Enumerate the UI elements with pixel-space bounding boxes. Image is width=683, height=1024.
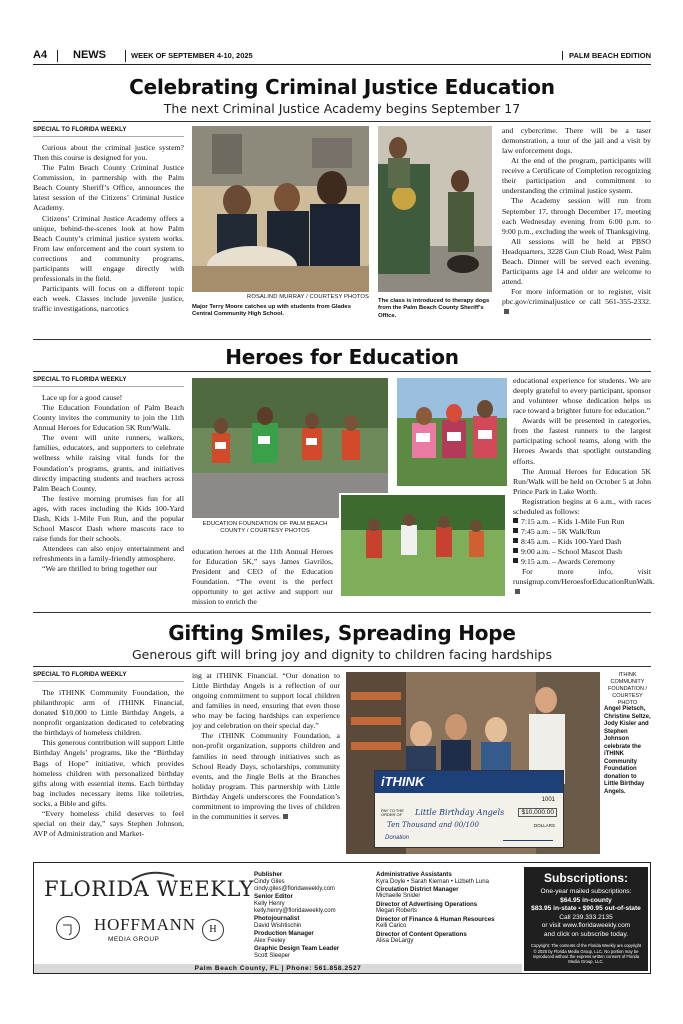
check-pay-to: PAY TO THE ORDER OF <box>381 808 404 817</box>
check-amount-words: Ten Thousand and 00/100 <box>387 821 479 829</box>
article2-paragraph: Attendees can also enjoy entertainment and refreshments in a family-friendly atmosphere. <box>33 544 184 564</box>
check-dollars: DOLLARS <box>533 823 555 828</box>
copyright-notice: Copyright: The contents of the Florida Weekly are copyright © 2025 by Florida Media Group, LLC. No portion may be reproduced without the express written consent of Florida Media Group, LLC. <box>530 943 642 965</box>
subscription-line: $83.95 in-state • $90.95 out-of-state <box>531 905 641 913</box>
classroom-photo-image <box>192 126 369 292</box>
article3-deck: Generous gift will bring joy and dignity to children facing hardships <box>131 647 553 662</box>
check-signature <box>503 833 553 841</box>
race-schedule <box>513 517 651 567</box>
article2-headline: Heroes for Education <box>225 345 459 369</box>
florida-weekly-logo: FLORIDA WEEKLY <box>44 877 254 901</box>
article1-caption-2: The class is introduced to therapy dogs from the Palm Beach County Sheriff’s Office. <box>378 298 490 319</box>
article2-paragraph: The Education Foundation of Palm Beach County invites the community to join the 11th Annual Heroes for Education 5K Run/Walk. <box>33 403 184 433</box>
edition-label: PALM BEACH EDITION <box>562 51 651 60</box>
divider <box>33 666 651 667</box>
article3-column-2 <box>192 671 340 822</box>
article2-paragraph: The Annual Heroes for Education 5K Run/Walk will be held on October 5 at John Prince Park in Lake Worth. <box>513 466 651 496</box>
article1-closing: For more information or to register, visit pbc.gov/criminaljustice or call 561-355-2332. <box>502 287 651 307</box>
article3-paragraph: The iTHINK Community Foundation, the philanthropic arm of iTHINK Financial, donated $10,000 to Little Birthday Angels, a nonprofit organization dedicated to celebrating the birthdays of homeless children. <box>33 688 184 738</box>
article3-caption: Angel Pietsch, Christine Seltze, Jody Kisler and Stephen Johnson celebrate the iTHINK Community Foundation donation to Little Birthday Angels. <box>604 706 651 795</box>
article1-paragraph: Participants will focus on a different topic each week. Classes include juvenile justice, traffic investigations, narcotics <box>33 283 184 314</box>
article1-photo-credit: ROSALIND MURRAY / COURTESY PHOTOS <box>247 294 369 300</box>
article1-paragraph: The Academy session will run from September 17, through December 17, meeting each Wednesday evening from 6:00 p.m. to 9:00 p.m., excluding the week of Thanksgiving. <box>502 196 651 236</box>
article2-paragraph: The festive morning promises fun for all ages, with races including the Kids 100-Yard Dash, Kids 1-Mile Fun Run, and the popular School Mascot Dash where mascots race to raise funds for their schools. <box>33 493 184 543</box>
palm-tree-icon <box>130 868 176 882</box>
header-divider <box>57 50 58 62</box>
issue-week: WEEK OF SEPTEMBER 4-10, 2025 <box>131 51 253 60</box>
article2-column-1 <box>33 376 184 574</box>
masthead-footer: Palm Beach County, FL | Phone: 561.858.2527 <box>34 964 522 973</box>
staff-entry: Director of Finance & Human Resources Kelli Carico <box>376 915 495 930</box>
article3-photo-credit: ITHINK COMMUNITY FOUNDATION / COURTESY PHOTO <box>607 672 647 706</box>
article2-kicker: SPECIAL TO FLORIDA WEEKLY <box>33 376 184 387</box>
article1-column-3 <box>502 126 651 317</box>
end-mark <box>283 814 288 819</box>
article3-headline: Gifting Smiles, Spreading Hope <box>168 621 516 645</box>
subscription-line: One-year mailed subscriptions: <box>540 888 632 895</box>
check-amount: $10,000.00 <box>518 808 557 817</box>
end-mark <box>504 309 509 314</box>
hoffmann-sub: MEDIA GROUP <box>108 936 160 943</box>
staff-entry: Circulation District Manager Michaelle Snider <box>376 885 459 900</box>
check-payee: Little Birthday Angels <box>415 808 505 817</box>
check-presentation-photo <box>346 672 600 854</box>
subscription-line: Call 239.333.2135 <box>559 913 613 921</box>
schedule-item: 7:15 a.m. – Kids 1-Mile Fun Run <box>513 517 651 527</box>
article2-paragraph: Awards will be presented in categories, from the fastest runners to the largest participating school teams, along with the Heroes Awards that spotlight outstanding efforts. <box>513 416 651 466</box>
article2-photo-credit: EDUCATION FOUNDATION OF PALM BEACH COUNTY / COURTESY PHOTOS <box>202 521 328 535</box>
article2-paragraph: Registration begins at 6 a.m., with races scheduled as follows: <box>513 496 651 516</box>
field-race-photo <box>339 493 507 598</box>
staff-list-1 <box>254 871 374 960</box>
field-race-photo-image <box>341 495 505 596</box>
article1-paragraph: Curious about the criminal justice system? Then this course is designed for you. <box>33 143 184 163</box>
article1-column-1 <box>33 126 184 314</box>
article1-paragraph <box>502 287 651 317</box>
header-divider <box>125 50 126 62</box>
article1-caption-1: Major Terry Moore catches up with students from Glades Central Community High School. <box>192 304 351 318</box>
article2-paragraph: The event will unite runners, walkers, families, educators, and supporters to celebrate wellness while raising vital funds for the Foundation’s programs, grants, and initiatives directly impacting students and teachers across Palm Beach County. <box>33 433 184 493</box>
subscription-line: or visit www.floridaweekly.com <box>541 922 631 930</box>
article3-paragraph: ing at iTHINK Financial. “Our donation to Little Birthday Angels is a reflection of our ongoing commitment to support local children and families in need, ensuring that even those who may be facing hardships can experience joy and celebration on their special day.” <box>192 671 340 731</box>
article1-deck: The next Criminal Justice Academy begins September 17 <box>163 101 521 116</box>
article1-paragraph: Citizens’ Criminal Justice Academy offers a unique, behind-the-scenes look at how Palm Beach County’s criminal justice system works. From law enforcement and the court system to corrections and community programs, participants will engage directly with professionals in the field. <box>33 213 184 283</box>
staff-list-2 <box>376 871 521 945</box>
article3-paragraph: “Every homeless child deserves to feel special on their day,” says Stephen Johnson, AVP of Administration and Market- <box>33 808 184 838</box>
article1-paragraph: The Palm Beach County Criminal Justice Commission, in partnership with the Palm Beach County Sheriff’s Office, announces the latest session of the Citizens’ Criminal Justice Academy. <box>33 163 184 213</box>
article2-paragraph: “We are thrilled to bring together our <box>42 564 158 574</box>
subscription-line: and click on subscribe today. <box>543 930 629 938</box>
schedule-item: 9:15 a.m. – Awards Ceremony <box>513 557 651 567</box>
article1-headline: Celebrating Criminal Justice Education <box>129 75 555 99</box>
kids-photo-image <box>397 378 507 486</box>
article3-paragraph <box>192 731 340 822</box>
masthead <box>33 862 651 974</box>
ithink-logo: iTHINK <box>381 774 425 789</box>
article1-kicker: SPECIAL TO FLORIDA WEEKLY <box>33 126 184 137</box>
staff-entry: Photojournalist David Wishtischin <box>254 915 302 929</box>
article1-paragraph: All sessions will be held at PBSO Headquarters, 3228 Gun Club Road, West Palm Beach. Dinner will be served each evening. Participants age 14 and older are welcome to attend. <box>502 236 651 286</box>
subscription-line: $64.95 in-county <box>560 896 612 904</box>
article2-paragraph: Lace up for a good cause! <box>42 393 123 403</box>
article1-paragraph: At the end of the program, participants will receive a Certificate of Completion recognizing their participation and commitment to understanding the criminal justice system. <box>502 156 651 196</box>
article3-paragraph: This generous contribution will support Little Birthday Angels’ programs, like the “Birthday Bags of Hope” initiative, which provides homeless children with personalized birthday gifts along with essential items. Each birthday bag includes necessary items like toiletries, socks, a Bible and gifts. <box>33 738 184 808</box>
end-mark <box>515 589 520 594</box>
schedule-item: 7:45 a.m. – 5K Walk/Run <box>513 527 651 537</box>
classroom-photo <box>192 126 369 292</box>
staff-entry: Publisher Cindy Giles cindy.giles@floridaweekly.com <box>254 871 335 892</box>
article3-kicker: SPECIAL TO FLORIDA WEEKLY <box>33 671 184 682</box>
staff-entry: Director of Advertising Operations Megan Roberts <box>376 900 478 915</box>
kids-photo <box>397 378 507 486</box>
check-memo: Donation <box>385 835 410 841</box>
page-header <box>33 50 651 65</box>
therapy-dogs-photo <box>378 126 492 292</box>
article3-closing: The iTHINK Community Foundation, a non-profit organization, supports children and families in need through initiatives such as School Ready Days, scholarships, community events, and the Jingle Bells at the Branches holiday program. This partnership with Little Birthday Angels underscores the Foundation’s commitment to improving the lives of children in the communities it serves. <box>192 731 340 821</box>
subscriptions-box <box>524 867 648 971</box>
big-check <box>374 770 564 848</box>
article2-paragraph: education heroes at the 11th Annual Heroes for Education 5K,” says James Gavrilos, President and CEO of the Education Foundation. “The event is the perfect opportunity to get active and support our mission to enrich the <box>192 547 333 607</box>
subscriptions-title: Subscriptions: <box>543 871 628 885</box>
page-number: A4 <box>33 49 48 61</box>
florida-seal-icon <box>56 916 80 940</box>
hmg-monogram-icon: H <box>202 919 224 941</box>
article2-column-2 <box>192 547 333 607</box>
section-label: NEWS <box>73 49 106 61</box>
divider <box>33 612 651 613</box>
staff-entry: Graphic Design Team Leader Scott Sleeper <box>254 945 340 959</box>
article2-paragraph: educational experience for students. We are deeply grateful to every participant, sponsor and volunteer whose dedication helps us race toward a brighter future for education.” <box>513 376 651 416</box>
staff-entry: Production Manager Alex Feeley <box>254 930 314 944</box>
hoffmann-logo: HOFFMANN <box>94 915 196 934</box>
divider <box>33 121 651 122</box>
staff-entry: Senior Editor Kelly Henry kelly.henry@floridaweekly.com <box>254 893 336 915</box>
article1-paragraph: and cybercrime. There will be a taser demonstration, a tour of the jail and a visit by law enforcement dogs. <box>502 126 651 156</box>
article2-paragraph <box>513 567 655 597</box>
article2-column-3 <box>513 376 655 597</box>
divider <box>33 371 651 372</box>
divider <box>33 339 651 340</box>
article2-closing: For more info, visit runsignup.com/HeroesforEducationRunWalk. <box>513 567 655 587</box>
staff-entry: Director of Content Operations Alisa DeLargy <box>376 930 467 945</box>
therapy-dogs-photo-image <box>378 126 492 292</box>
article3-column-1 <box>33 671 184 839</box>
schedule-item: 8:45 a.m. – Kids 100-Yard Dash <box>513 537 651 547</box>
schedule-item: 9:00 a.m. – School Mascot Dash <box>513 547 651 557</box>
check-number: 1001 <box>541 797 555 803</box>
staff-entry: Administrative Assistants Kyra Doyle • Sarah Kiernan • Lizbeth Luna <box>376 871 489 885</box>
